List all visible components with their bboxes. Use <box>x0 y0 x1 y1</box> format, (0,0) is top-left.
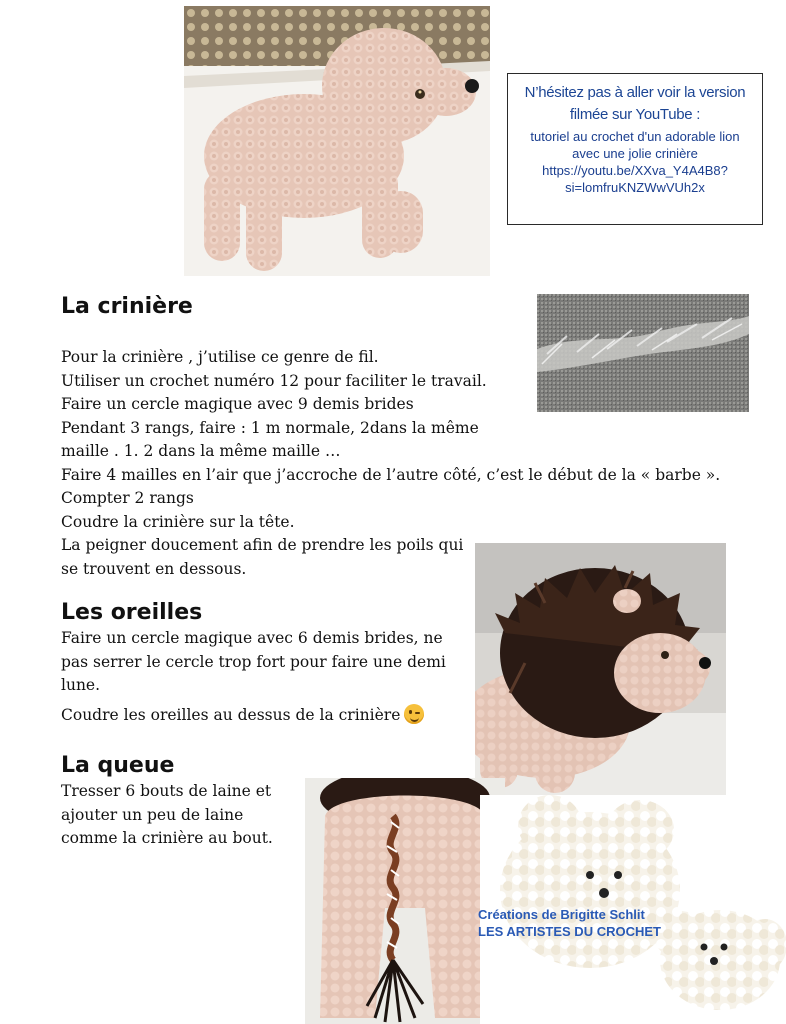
note-line: avec une jolie crinière <box>572 146 698 161</box>
text-line: Faire un cercle magique avec 6 demis brides, ne <box>61 629 443 647</box>
note-line: tutoriel au crochet d'un adorable lion <box>530 129 740 144</box>
text-line: Utiliser un crochet numéro 12 pour faciliter le travail. <box>61 371 487 390</box>
text-line: pas serrer le cercle trop fort pour faire une demi <box>61 652 446 671</box>
text-line: maille . 1. 2 dans la même maille … <box>61 442 341 460</box>
youtube-link[interactable]: https://youtu.be/XXva_Y4A4B8? <box>542 163 728 178</box>
text-line: Tresser 6 bouts de laine et <box>61 782 272 800</box>
youtube-link[interactable]: si=lomfruKNZWwVUh2x <box>565 180 705 195</box>
text-line: ajouter un peu de laine <box>61 805 244 824</box>
note-line: N’hésitez pas à aller voir la version <box>524 84 746 101</box>
text-line: Compter 2 rangs <box>61 489 194 507</box>
credit-text <box>478 906 661 940</box>
text-line: Pendant 3 rangs, faire : 1 m normale, 2dans la même <box>61 418 479 437</box>
section-last-line-oreilles <box>61 704 424 728</box>
text-line: La peigner doucement afin de prendre les poils qui <box>61 536 464 554</box>
text-line: lune. <box>61 676 101 694</box>
section-body-oreilles <box>61 627 446 698</box>
section-title-queue: La queue <box>61 753 175 778</box>
credit-line: LES ARTISTES DU CROCHET <box>478 924 661 939</box>
text-line: comme la crinière au bout. <box>61 829 273 847</box>
section-body-queue <box>61 780 273 851</box>
section-title-oreilles: Les oreilles <box>61 600 203 625</box>
winking-face-icon <box>404 704 424 724</box>
text-line: Coudre les oreilles au dessus de la crinière <box>61 706 401 724</box>
photo-lion-tail <box>305 778 505 1024</box>
photo-lion-body <box>184 6 490 276</box>
text-line: Pour la crinière , j’utilise ce genre de fil. <box>61 348 379 366</box>
credit-line: Créations de Brigitte Schlit <box>478 907 645 922</box>
note-line: filmée sur YouTube : <box>569 106 701 123</box>
text-line: Faire un cercle magique avec 9 demis brides <box>61 395 414 413</box>
section-title-criniere: La crinière <box>61 294 193 319</box>
text-line: se trouvent en dessous. <box>61 559 247 578</box>
photo-lion-with-mane <box>475 543 726 808</box>
text-line: Faire 4 mailles en l’air que j’accroche de l’autre côté, c’est le début de la « barbe ». <box>61 465 721 484</box>
youtube-note-box <box>507 73 763 225</box>
text-line: Coudre la crinière sur la tête. <box>61 512 295 531</box>
